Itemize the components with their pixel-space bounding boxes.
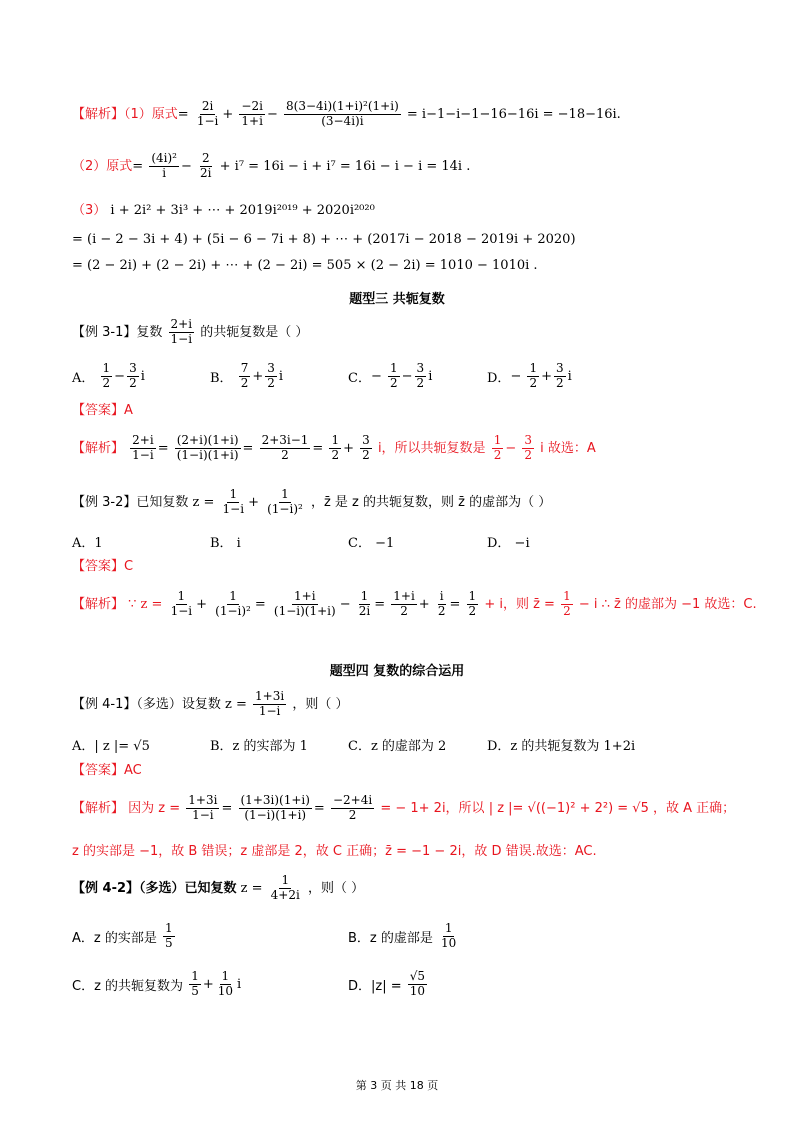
- example-4-1-question: 【例 4-1】（多选）设复数 z = $\frac{1+3i}{1-i}$ ，则（ ）: [72, 689, 349, 718]
- fraction: $\frac{\text{8(3−4i)(1+i)²(1+i)}}{(3-4i)i}$: [286, 99, 399, 128]
- fraction: $\frac{2}{2i}$: [200, 151, 212, 180]
- answer-4-1: 【答案】AC: [72, 763, 142, 778]
- option-c: C．z 的虚部为 2: [348, 739, 447, 754]
- answer-3-1: 【答案】A: [72, 403, 133, 418]
- solution-part3-line2: = (i − 2 − 3i + 4) + (5i − 6 − 7i + 8) + ⋯ + (2017i − 2018 − 2019i + 2020): [72, 232, 576, 247]
- section-title-4: 题型四 复数的综合运用: [329, 664, 465, 679]
- option-b: B．z 的虚部是 $\frac{1}{10}$: [348, 921, 457, 950]
- option-c: C． −1: [348, 536, 395, 551]
- answer-3-2: 【答案】C: [72, 559, 134, 574]
- section-title-3: 题型三 共轭复数: [349, 292, 445, 307]
- option-d: D．|z| = $\frac{√5}{10}$: [348, 969, 426, 998]
- solution-part3-line3: = (2 − 2i) + (2 − 2i) + ⋯ + (2 − 2i) = 505 × (2 − 2i) = 1010 − 1010i .: [72, 258, 538, 273]
- option-a: A．z 的实部是 $\frac{1}{5}$: [72, 921, 173, 950]
- solution-part2: （2）原式= $\frac{\text{(4i)²}}{i}$ − $\frac{2}{2i}$ + i⁷ = 16i − i + i⁷ = 16i − i − i = 14i .: [72, 151, 471, 180]
- solution-4-1-line2: z 的实部是 −1，故 B 错误；z 虚部是 2，故 C 正确；z̄ = −1 − 2i，故 D 错误.故选：AC.: [72, 844, 597, 859]
- option-d: D．z 的共轭复数为 1+2i: [487, 739, 636, 754]
- fraction: $\frac{-2i}{1+i}$: [241, 99, 263, 128]
- example-3-2-question: 【例 3-2】已知复数 z = $\frac{1}{1-i}$ + $\frac{1}{\text{(1−i)²}}$ ，z̄ 是 z 的共轭复数，则 z̄ 的虚部为（ ）: [72, 487, 552, 516]
- option-b: B． i: [210, 536, 241, 551]
- example-3-1-question: 【例 3-1】复数 $\frac{2+i}{1-i}$ 的共轭复数是（ ）: [72, 317, 309, 346]
- option-a: A． $\frac{1}{2}$ − $\frac{3}{2}$ i: [72, 361, 145, 390]
- example-4-2-question: 【例 4-2】（多选）已知复数 z = $\frac{1}{4+2i}$ ，则（ ）: [72, 873, 365, 902]
- fraction: $\frac{2i}{1-i}$: [196, 99, 219, 128]
- solution-3-1: 【解析】 $\frac{2+i}{1-i}$ = $\frac{(2+i)(1+i)}{(1-i)(1+i)}$ = $\frac{2+3i-1}{2}$ = $\frac{1}{2}$ + $\frac{3}{2}$ i，所以共轭复数是 $\frac{1}{2}$ − $\frac{3}{2}$ i 故选：A: [72, 433, 596, 462]
- solution-4-1-line1: 【解析】 因为 z = $\frac{1+3i}{1-i}$ = $\frac{(1+3i)(1+i)}{(1-i)(1+i)}$ = $\frac{-2+4i}{2}$ = − 1+ 2i，所以 | z |= √((−1)² + 2²) = √5 ，故 A 正确；: [72, 793, 736, 822]
- fraction: $\frac{2+i}{1-i}$: [170, 317, 193, 346]
- option-b: B． $\frac{7}{2}$ + $\frac{3}{2}$ i: [210, 361, 284, 390]
- option-a: A．1: [72, 536, 103, 551]
- option-d: D．− $\frac{1}{2}$ + $\frac{3}{2}$ i: [487, 361, 572, 390]
- option-c: C．− $\frac{1}{2}$ − $\frac{3}{2}$ i: [348, 361, 433, 390]
- page-footer: 第 3 页 共 18 页: [355, 1079, 439, 1092]
- solution-part1: 【解析】（1）原式= $\frac{2i}{1-i}$ + $\frac{-2i}{1+i}$ − $\frac{\text{8(3−4i)(1+i)²(1+i)}}{(3-4i)i}$ = i−1−i−1−16−16i = −18−16i.: [72, 99, 621, 128]
- option-a: A．| z |= √5: [72, 739, 150, 754]
- fraction: $\frac{\text{(4i)²}}{i}$: [151, 151, 177, 180]
- option-d: D． −i: [487, 536, 530, 551]
- option-c: C．z 的共轭复数为 $\frac{1}{5}$ + $\frac{1}{10}$ i: [72, 969, 242, 998]
- solution-3-2: 【解析】 ∵ z = $\frac{1}{1-i}$ + $\frac{1}{\text{(1−i)²}}$ = $\frac{1+i}{(1-i)(1+i)}$ − $\frac{1}{2i}$ = $\frac{1+i}{2}$ + $\frac{i}{2}$ = $\frac{1}{2}$ + i，则 z̄ = $\frac{1}{2}$ − i ∴ z̄ 的虚部为 −1 故选：C.: [72, 589, 757, 618]
- solution-part3-line1: （3） i + 2i² + 3i³ + ⋯ + 2019i²⁰¹⁹ + 2020i²⁰²⁰: [72, 203, 375, 218]
- option-b: B．z 的实部为 1: [210, 739, 308, 754]
